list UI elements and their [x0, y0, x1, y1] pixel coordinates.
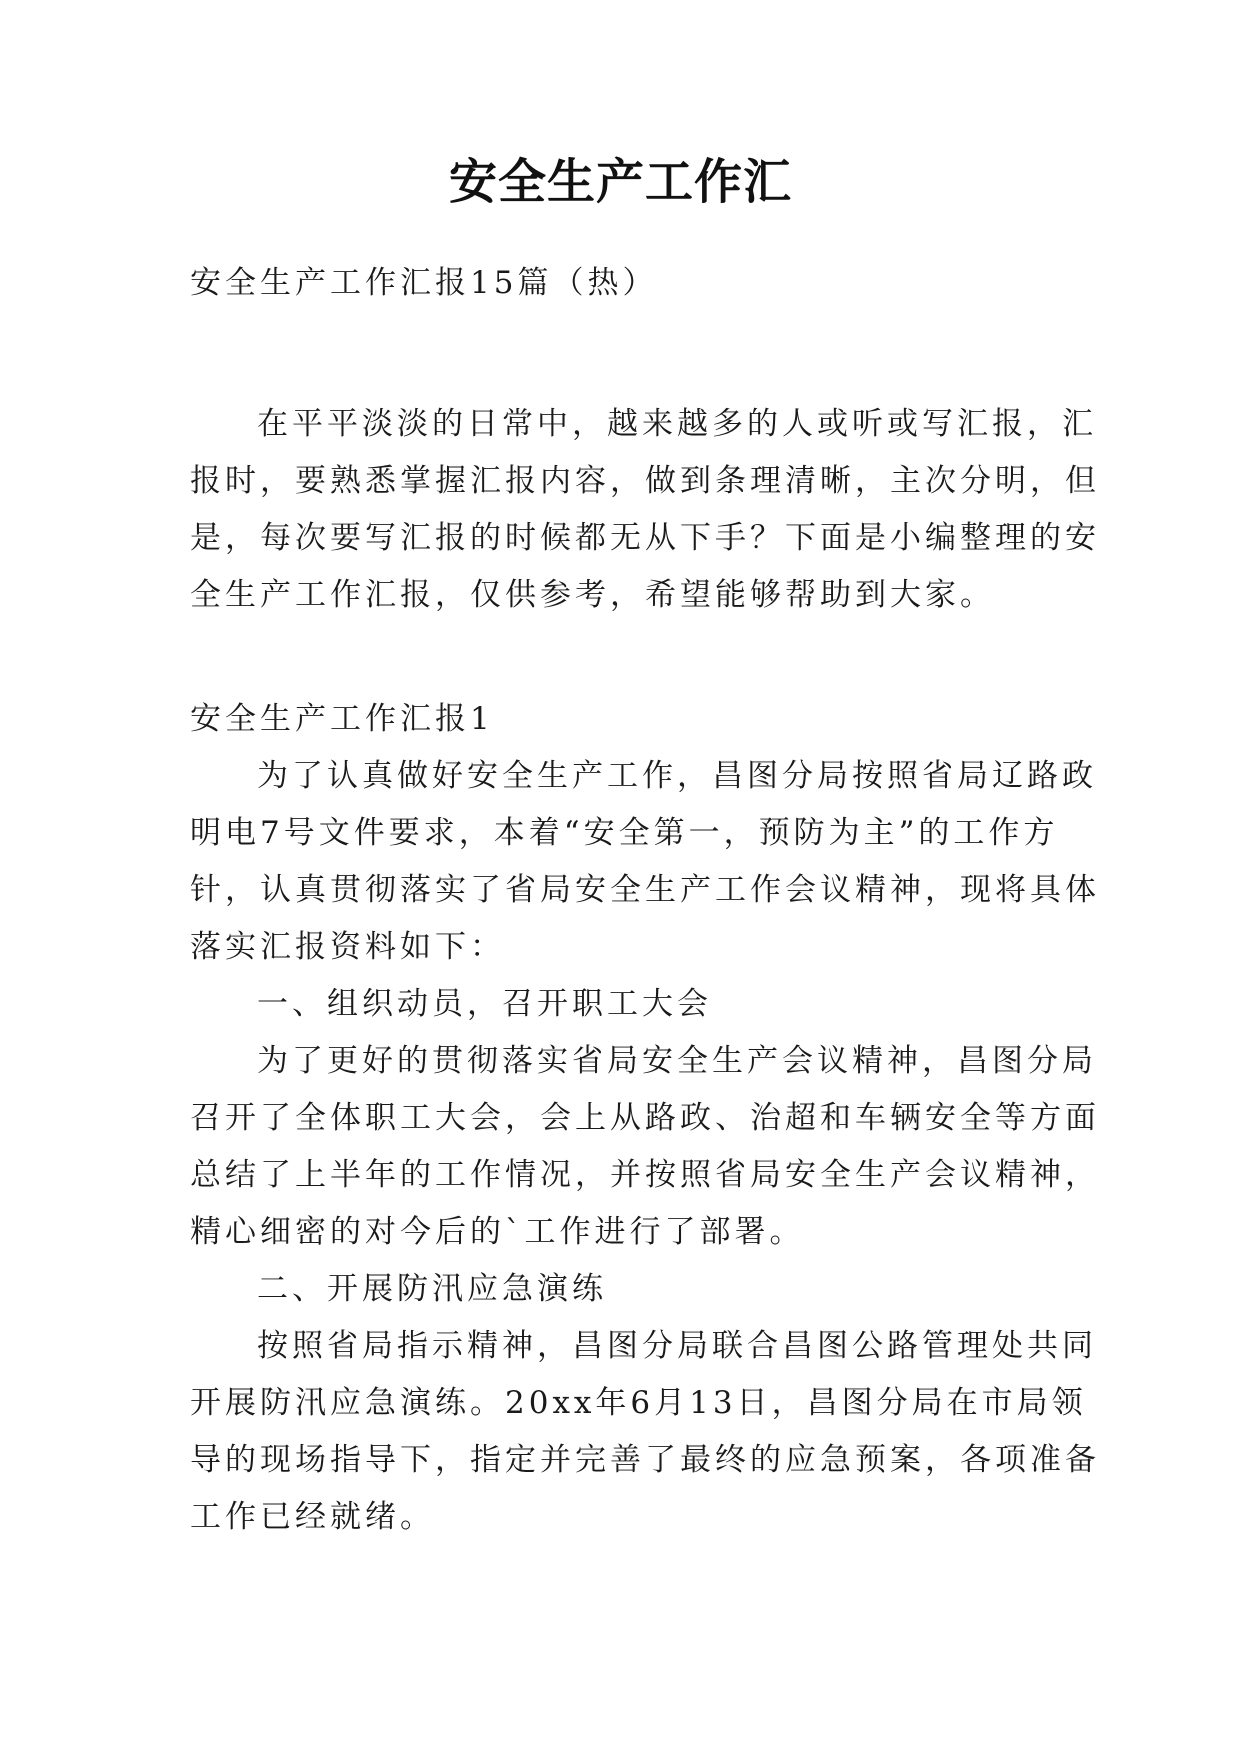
paragraph-line: 按照省局指示精神，昌图分局联合昌图公路管理处共同 — [257, 1328, 1097, 1364]
paragraph-line: 精心细密的对今后的`工作进行了部署。 — [190, 1214, 805, 1250]
item-heading: 一、组织动员，召开职工大会 — [257, 986, 712, 1022]
paragraph-line: 召开了全体职工大会，会上从路政、治超和车辆安全等方面 — [190, 1100, 1100, 1136]
intro-line: 在平平淡淡的日常中，越来越多的人或听或写汇报，汇 — [257, 406, 1097, 442]
paragraph-line: 为了更好的贯彻落实省局安全生产会议精神，昌图分局 — [257, 1043, 1097, 1079]
document-title: 安全生产工作汇 — [448, 154, 792, 210]
intro-line: 全生产工作汇报，仅供参考，希望能够帮助到大家。 — [190, 577, 995, 613]
intro-line: 报时，要熟悉掌握汇报内容，做到条理清晰，主次分明，但 — [190, 463, 1100, 499]
paragraph-line: 明电7号文件要求，本着“安全第一，预防为主”的工作方 — [190, 815, 1059, 851]
item-heading: 二、开展防汛应急演练 — [257, 1271, 607, 1307]
paragraph-line: 总结了上半年的工作情况，并按照省局安全生产会议精神， — [190, 1157, 1100, 1193]
paragraph-line: 为了认真做好安全生产工作，昌图分局按照省局辽路政 — [257, 758, 1097, 794]
paragraph-line: 针，认真贯彻落实了省局安全生产工作会议精神，现将具体 — [190, 872, 1100, 908]
intro-line: 是，每次要写汇报的时候都无从下手？下面是小编整理的安 — [190, 520, 1100, 556]
paragraph-line: 工作已经就绪。 — [190, 1499, 435, 1535]
document-subtitle: 安全生产工作汇报15篇（热） — [190, 265, 658, 301]
section-heading: 安全生产工作汇报1 — [190, 701, 494, 737]
paragraph-line: 导的现场指导下，指定并完善了最终的应急预案，各项准备 — [190, 1442, 1100, 1478]
paragraph-line: 落实汇报资料如下： — [190, 929, 505, 965]
paragraph-line: 开展防汛应急演练。20xx年6月13日，昌图分局在市局领 — [190, 1385, 1087, 1421]
